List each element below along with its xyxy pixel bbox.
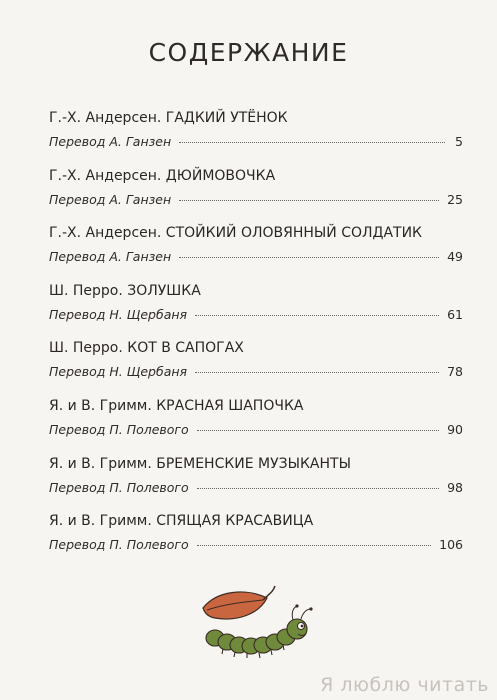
toc-entry-line: [49, 537, 463, 552]
toc-page-number: 106: [439, 537, 463, 553]
caterpillar-illustration: [197, 584, 329, 664]
dot-leader: [195, 315, 439, 316]
toc-page-number: 98: [447, 479, 463, 495]
toc-translator: Перевод Н. Щербаня: [49, 306, 188, 322]
toc-entry-title: Ш. Перро. КОТ В САПОГАХ: [49, 340, 244, 357]
toc-entry-title: Я. и В. Гримм. БРЕМЕНСКИЕ МУЗЫКАНТЫ: [49, 455, 351, 472]
dot-leader: [197, 430, 439, 431]
table-of-contents: [49, 110, 463, 571]
toc-page-number: 78: [447, 364, 463, 380]
leaf-shape: [203, 592, 267, 619]
toc-translator: Перевод А. Ганзен: [49, 134, 172, 149]
watermark: Я люблю читать: [320, 674, 489, 696]
toc-entry-title: Г.-Х. Андерсен. СТОЙКИЙ ОЛОВЯННЫЙ СОЛДАТИК: [49, 225, 422, 242]
toc-page-number: 5: [455, 134, 463, 149]
toc-translator: Перевод А. Ганзен: [49, 191, 172, 207]
toc-page-number: 61: [447, 306, 463, 322]
leaf-stem: [263, 586, 275, 600]
toc-entry-line: [49, 307, 463, 322]
dot-leader: [197, 488, 439, 489]
toc-entry-line: [49, 134, 463, 149]
toc-entry: [49, 110, 463, 168]
toc-translator: Перевод Н. Щербаня: [49, 364, 188, 380]
caterpillar-body: [206, 619, 307, 654]
toc-entry-line: [49, 422, 463, 437]
page-title: СОДЕРЖАНИЕ: [148, 38, 349, 67]
toc-entry: [49, 456, 463, 514]
toc-page-number: 49: [447, 249, 463, 265]
toc-translator: Перевод А. Ганзен: [49, 249, 172, 265]
toc-entry-title: Я. и В. Гримм. КРАСНАЯ ШАПОЧКА: [49, 397, 304, 414]
toc-entry-title: Г.-Х. Андерсен. ДЮЙМОВОЧКА: [49, 167, 276, 184]
toc-page-number: 25: [447, 191, 463, 207]
toc-entry-line: [49, 480, 463, 495]
toc-entry-title: Г.-Х. Андерсен. ГАДКИЙ УТЁНОК: [49, 110, 288, 126]
toc-entry-title: Ш. Перро. ЗОЛУШКА: [49, 282, 201, 299]
toc-entry: [49, 283, 463, 341]
toc-entry: [49, 225, 463, 283]
dot-leader: [179, 200, 439, 201]
toc-entry: [49, 168, 463, 226]
toc-entry-title: Я. и В. Гримм. СПЯЩАЯ КРАСАВИЦА: [49, 513, 314, 530]
toc-translator: Перевод П. Полевого: [49, 537, 189, 553]
toc-entry-line: [49, 249, 463, 264]
caterpillar-antenna: [292, 606, 297, 620]
toc-entry: [49, 513, 463, 571]
toc-translator: Перевод П. Полевого: [49, 479, 189, 495]
toc-entry-line: [49, 192, 463, 207]
toc-entry: [49, 398, 463, 456]
toc-translator: Перевод П. Полевого: [49, 421, 189, 437]
dot-leader: [179, 257, 439, 258]
dot-leader: [197, 545, 431, 546]
toc-entry: [49, 340, 463, 398]
dot-leader: [179, 142, 445, 143]
toc-page-number: 90: [447, 421, 463, 437]
toc-entry-line: [49, 364, 463, 379]
dot-leader: [195, 372, 439, 373]
